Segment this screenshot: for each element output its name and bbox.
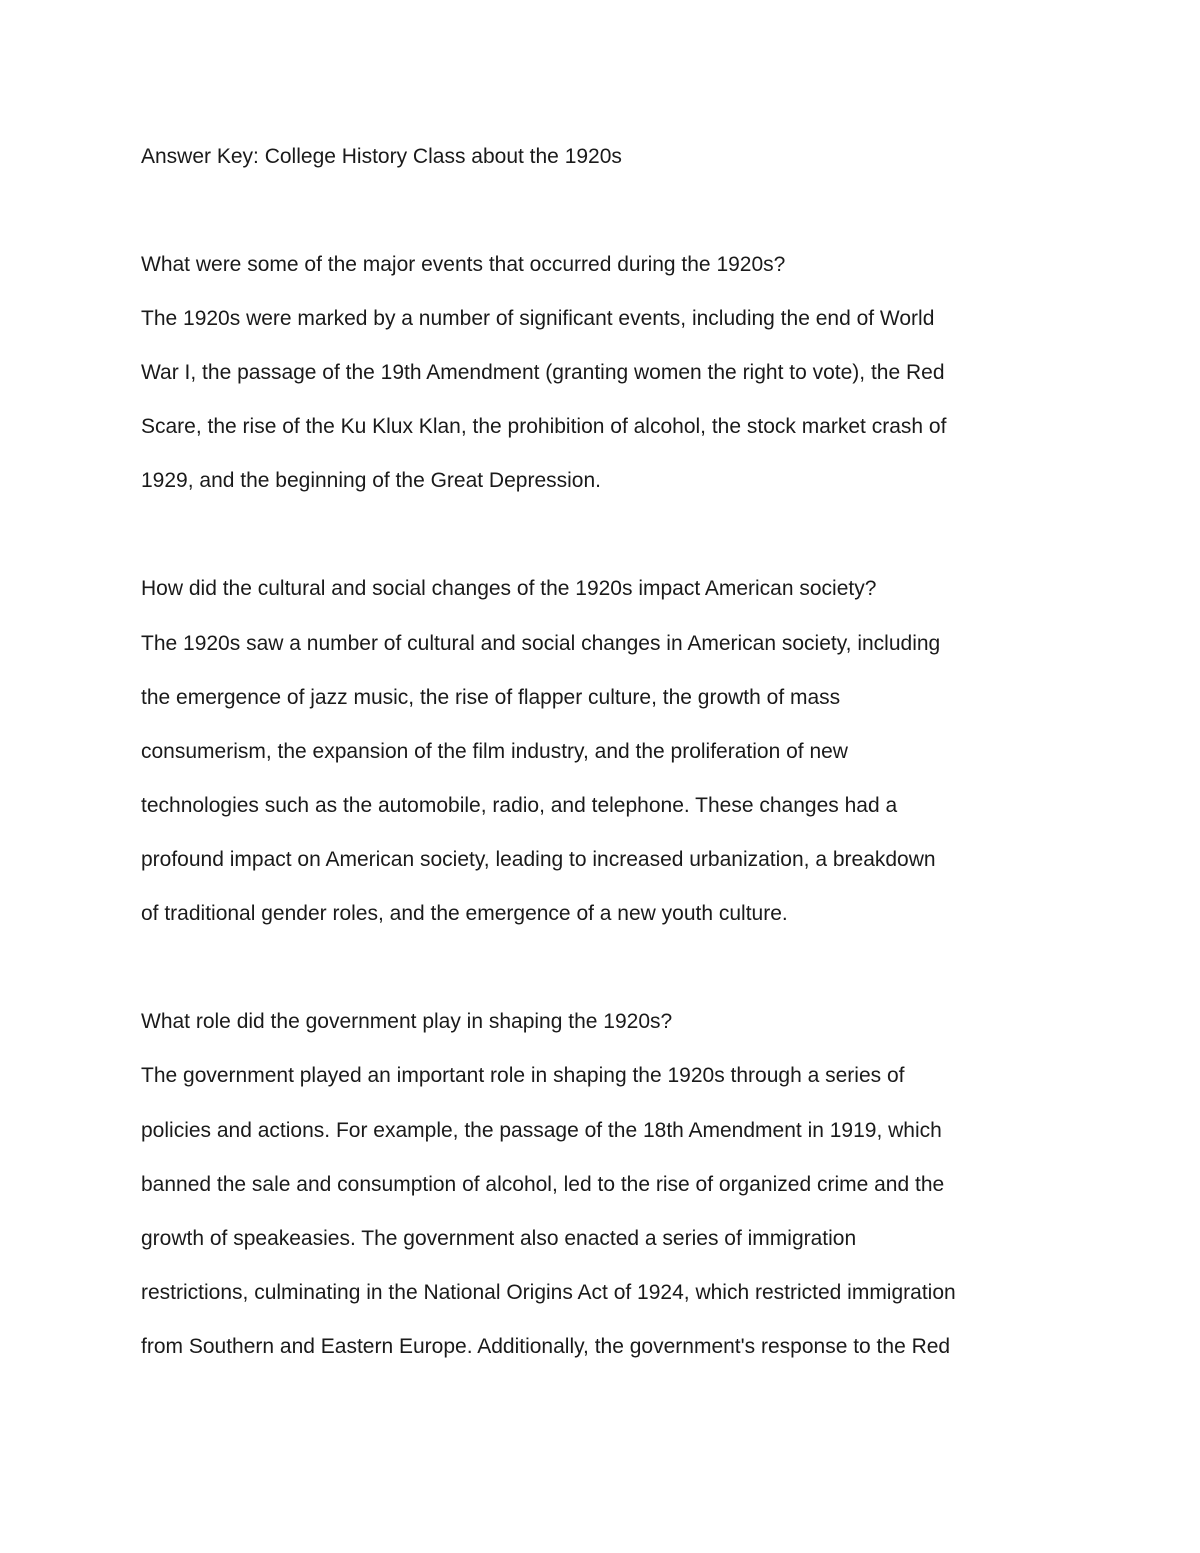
question-1: What were some of the major events that occurred during the 1920s? bbox=[141, 253, 786, 276]
answer-2-line-3: consumerism, the expansion of the film industry, and the proliferation of new bbox=[141, 740, 848, 763]
answer-2-line-5: profound impact on American society, leading to increased urbanization, a breakdown bbox=[141, 848, 936, 871]
answer-3-line-6: from Southern and Eastern Europe. Additionally, the government's response to the Red bbox=[141, 1335, 951, 1358]
answer-2-line-2: the emergence of jazz music, the rise of flapper culture, the growth of mass bbox=[141, 686, 841, 709]
answer-3-line-1: The government played an important role in shaping the 1920s through a series of bbox=[141, 1064, 905, 1087]
answer-1-line-2: War I, the passage of the 19th Amendment (granting women the right to vote), the Red bbox=[141, 361, 945, 384]
answer-3-line-2: policies and actions. For example, the passage of the 18th Amendment in 1919, which bbox=[141, 1119, 942, 1142]
answer-1-line-3: Scare, the rise of the Ku Klux Klan, the prohibition of alcohol, the stock market crash of bbox=[141, 415, 947, 438]
answer-2-line-6: of traditional gender roles, and the emergence of a new youth culture. bbox=[141, 902, 788, 925]
answer-3-line-4: growth of speakeasies. The government also enacted a series of immigration bbox=[141, 1227, 857, 1250]
document-title: Answer Key: College History Class about the 1920s bbox=[141, 145, 622, 168]
question-2: How did the cultural and social changes of the 1920s impact American society? bbox=[141, 577, 877, 600]
answer-3-line-3: banned the sale and consumption of alcohol, led to the rise of organized crime and the bbox=[141, 1173, 945, 1196]
answer-3-line-5: restrictions, culminating in the National Origins Act of 1924, which restricted immigration bbox=[141, 1281, 956, 1304]
answer-1-line-4: 1929, and the beginning of the Great Depression. bbox=[141, 469, 601, 492]
answer-2-line-1: The 1920s saw a number of cultural and social changes in American society, including bbox=[141, 632, 941, 655]
question-3: What role did the government play in shaping the 1920s? bbox=[141, 1010, 673, 1033]
answer-1-line-1: The 1920s were marked by a number of significant events, including the end of World bbox=[141, 307, 935, 330]
answer-2-line-4: technologies such as the automobile, radio, and telephone. These changes had a bbox=[141, 794, 898, 817]
